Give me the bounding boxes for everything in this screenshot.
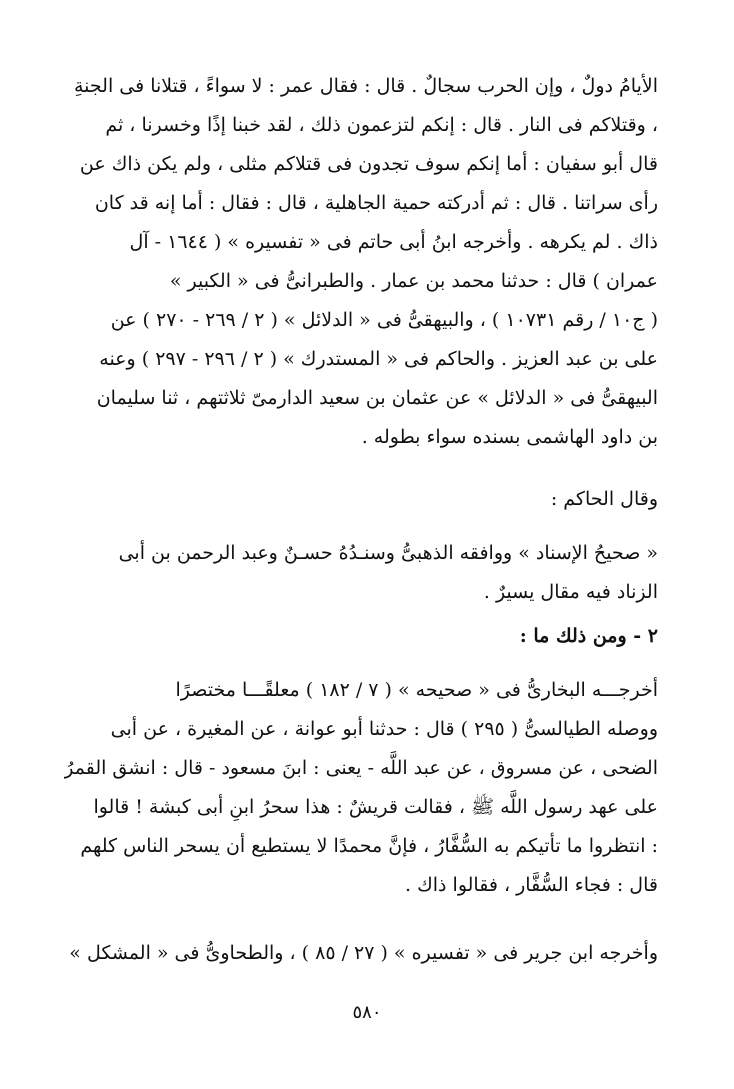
text-line: أخرجـــه البخارىُّ فى « صحيحه » ( ٧ / ١٨٢ ) معلقًـــا مختصرًا [175,679,658,701]
text-line: على بن عبد العزيز . والحاكم فى « المستدرك » ( ٢ / ٢٩٦ - ٢٩٧ ) وعنه [99,348,658,370]
text-line: وقال الحاكم : [550,488,658,510]
text-line: عمران ) قال : حدثنا محمد بن عمار . والطبرانىُّ فى « الكبير » [169,270,658,292]
text-line: قال أبو سفيان : أما إنكم سوف تجدون فى قتلاكم مثلى ، ولم يكن ذاك عن [79,153,658,175]
text-line: الأيامُ دولٌ ، وإن الحرب سجالٌ . قال : فقال عمر : لا سواءً ، قتلانا فى الجنةِ [73,75,658,97]
paragraph-hakim-verdict [64,534,658,612]
text-line: ( ج١٠ / رقم ١٠٧٣١ ) ، والبيهقىُّ فى « الدلائل » ( ٢ / ٢٦٩ - ٢٧٠ ) عن [110,309,658,331]
text-line: ذاك . لم يكرهه . وأخرجه ابنُ أبى حاتم فى « تفسيره » ( ١٦٤٤ - آل [129,231,658,253]
text-line: رأى سراتنا . قال : ثم أدركته حمية الجاهلية ، قال : فقال : أما إنه قد كان [94,192,658,214]
text-line: على عهد رسول اللَّه ﷺ ، فقالت قريشٌ : هذا سحرُ ابنِ أبى كبشة ! قالوا [93,796,658,818]
text-line: البيهقىُّ فى « الدلائل » عن عثمان بن سعيد الدارمىّ ثلاثتهم ، ثنا سليمان [96,387,658,409]
section-heading [64,617,658,656]
page-number: ٥٨٠ [352,1002,382,1023]
text-line: الزناد فيه مقال يسيرٌ . [483,581,658,603]
section-heading-text: ٢ - ومن ذلك ما : [519,625,658,647]
text-line: ، وقتلاكم فى النار . قال : إنكم لتزعمون ذلك ، لقد خبنا إذًا وخسرنا ، ثم [105,114,658,136]
paragraph-hadith-uhud [64,67,658,457]
text-line: وأخرجه ابن جرير فى « تفسيره » ( ٢٧ / ٨٥ ) ، والطحاوىُّ فى « المشكل » [69,942,658,964]
text-line: قال : فجاء السُّفَّار ، فقالوا ذاك . [405,874,658,896]
paragraph-hakim-said [64,480,658,519]
text-line: ووصله الطيالسىُّ ( ٢٩٥ ) قال : حدثنا أبو عوانة ، عن المغيرة ، عن أبى [110,718,658,740]
text-line: : انتظروا ما تأتيكم به السُّفَّارُ ، فإنَّ محمدًا لا يستطيع أن يسحر الناس كلهم [80,835,658,857]
text-line: بن داود الهاشمى بسنده سواء بطوله . [361,426,658,448]
paragraph-ibn-jarir [64,934,658,973]
text-line: الضحى ، عن مسروق ، عن عبد اللَّه - يعنى : ابنَ مسعود - قال : انشق القمرُ [64,757,658,779]
text-line: « صحيحُ الإسناد » ووافقه الذهبىُّ وسنـدُهُ حسـنٌ وعبد الرحمن بن أبى [118,542,658,564]
paragraph-moon-splitting [64,671,658,905]
